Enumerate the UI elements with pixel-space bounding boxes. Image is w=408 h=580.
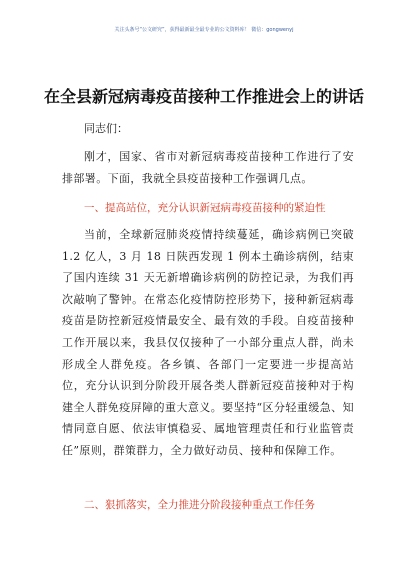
paragraph-body: 当前，全球新冠肺炎疫情持续蔓延，确诊病例已突破 1.2 亿人，3 月 18 日陕西发现 1 例本土确诊病例，结束了国内连续 31 天无新增确诊病例的防控记录，为我们再次敲响了警钟。在常态化疫情防控形势下，接种新冠病毒疫苗是防控新冠疫情最安全、最有效的手段。自疫苗接种工作开展以来，我县仅仅接种了一小部分重点人群，尚未形成全人群免疫。各乡镇、各部门一定要进一步提高站位，充分认识到分阶段开展各类人群新冠疫苗接种对于构建全人群免疫屏障的重大意义。要坚持“区分轻重缓急、知情同意自愿、依法审慎稳妥、属地管理责任和行业监管责任”原则，群策群力，全力做好动员、接种和保障工作。 <box>62 228 354 457</box>
document-title: 在全县新冠病毒疫苗接种工作推进会上的讲话 <box>43 87 364 106</box>
section-heading-1: 一、提高站位，充分认识新冠病毒疫苗接种的紧迫性 <box>84 202 326 214</box>
paragraph-intro: 刚才，国家、省市对新冠病毒疫苗接种工作进行了安排部署。下面，我就全县疫苗接种工作强调几点。 <box>62 150 354 185</box>
salutation: 同志们： <box>84 122 128 135</box>
header-note: 关注头条号“公文研究”，获得最新最全最专业的公文资料库！ 微信：gongwenyj <box>114 27 294 33</box>
section-heading-2: 二、狠抓落实，全力推进分阶段接种重点工作任务 <box>84 499 315 511</box>
